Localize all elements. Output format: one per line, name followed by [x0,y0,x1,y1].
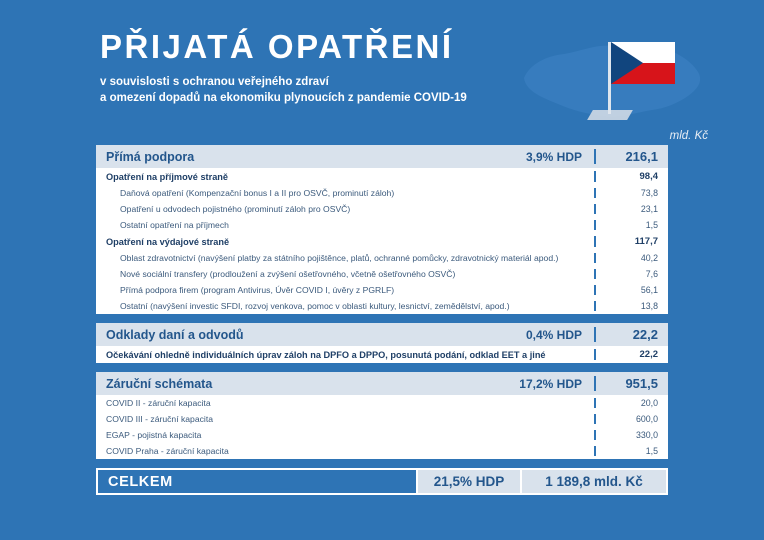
total-value: 1 189,8 mld. Kč [522,470,666,493]
table-row [96,266,668,282]
row-value: 7,6 [594,269,668,279]
section-hdp: 3,9% HDP [525,149,582,164]
row-value: 73,8 [594,188,668,198]
table-row [96,411,668,427]
header [100,30,570,107]
section-value: 22,2 [594,327,668,342]
section-block [96,323,668,363]
table-row [96,427,668,443]
table-row [96,282,668,298]
group-name: Očekávání ohledně individuálních úprav záloh na DPFO a DPPO, posunutá podání, odklad EET a jiné [106,349,546,360]
row-name: Ostatní (navýšení investic SFDI, rozvoj venkova, pomoc v oblasti kultury, lesnictví, zemědělství, apod.) [120,301,510,311]
group-name: Opatření na výdajové straně [106,236,230,247]
section-name: Odklady daní a odvodů [106,327,244,342]
total-label: CELKEM [98,470,416,493]
measures-table [96,145,668,468]
row-name: Daňová opatření (Kompenzační bonus I a II pro OSVČ, prominutí záloh) [120,188,395,198]
section-name: Přímá podpora [106,149,195,164]
row-name: Nové sociální transfery (prodloužení a zvýšení ošetřovného, včetně ošetřovného OSVČ) [120,269,456,279]
section-hdp: 0,4% HDP [525,327,582,342]
table-row [96,185,668,201]
row-value: 23,1 [594,204,668,214]
row-value: 56,1 [594,285,668,295]
section-value: 216,1 [594,149,668,164]
row-name: Ostatní opatření na příjmech [120,220,229,230]
czech-flag-icon [611,42,675,84]
group-value: 98,4 [594,171,668,182]
total-row [96,468,668,495]
section-hdp: 17,2% HDP [519,376,582,391]
table-row [96,201,668,217]
page-title: PŘIJATÁ OPATŘENÍ [100,28,454,65]
group-header [96,346,668,363]
table-row [96,250,668,266]
section-value: 951,5 [594,376,668,391]
row-value: 600,0 [594,414,668,424]
table-row [96,217,668,233]
row-value: 330,0 [594,430,668,440]
row-name: COVID II - záruční kapacita [106,398,211,408]
row-name: COVID III - záruční kapacita [106,414,213,424]
table-row [96,395,668,411]
row-value: 1,5 [594,220,668,230]
group-header [96,233,668,250]
table-row [96,443,668,459]
group-value: 117,7 [594,236,668,247]
row-name: EGAP - pojistná kapacita [106,430,202,440]
row-name: COVID Praha - záruční kapacita [106,446,229,456]
row-value: 1,5 [594,446,668,456]
group-header [96,168,668,185]
total-hdp: 21,5% HDP [416,470,522,493]
section-block [96,372,668,459]
row-value: 40,2 [594,253,668,263]
section-header [96,145,668,168]
row-name: Opatření u odvodech pojistného (prominutí záloh pro OSVČ) [120,204,351,214]
row-name: Přímá podpora firem (program Antivirus, Úvěr COVID I, úvěry z PGRLF) [120,285,395,295]
section-block [96,145,668,314]
group-name: Opatření na příjmové straně [106,171,229,182]
subtitle-line-1: v souvislosti s ochranou veřejného zdraví [100,75,329,88]
group-value: 22,2 [594,349,668,360]
subtitle-line-2: a omezení dopadů na ekonomiku plynoucích z pandemie COVID-19 [100,92,467,105]
section-name: Záruční schémata [106,376,213,391]
row-name: Oblast zdravotnictví (navýšení platby za státního pojištěnce, platů, ochranné pomůcky, zdravotnický materiál apod.) [120,253,559,263]
row-value: 20,0 [594,398,668,408]
table-row [96,298,668,314]
section-header [96,372,668,395]
unit-label: mld. Kč [669,130,708,142]
section-header [96,323,668,346]
row-value: 13,8 [594,301,668,311]
decoration-group [516,20,706,130]
